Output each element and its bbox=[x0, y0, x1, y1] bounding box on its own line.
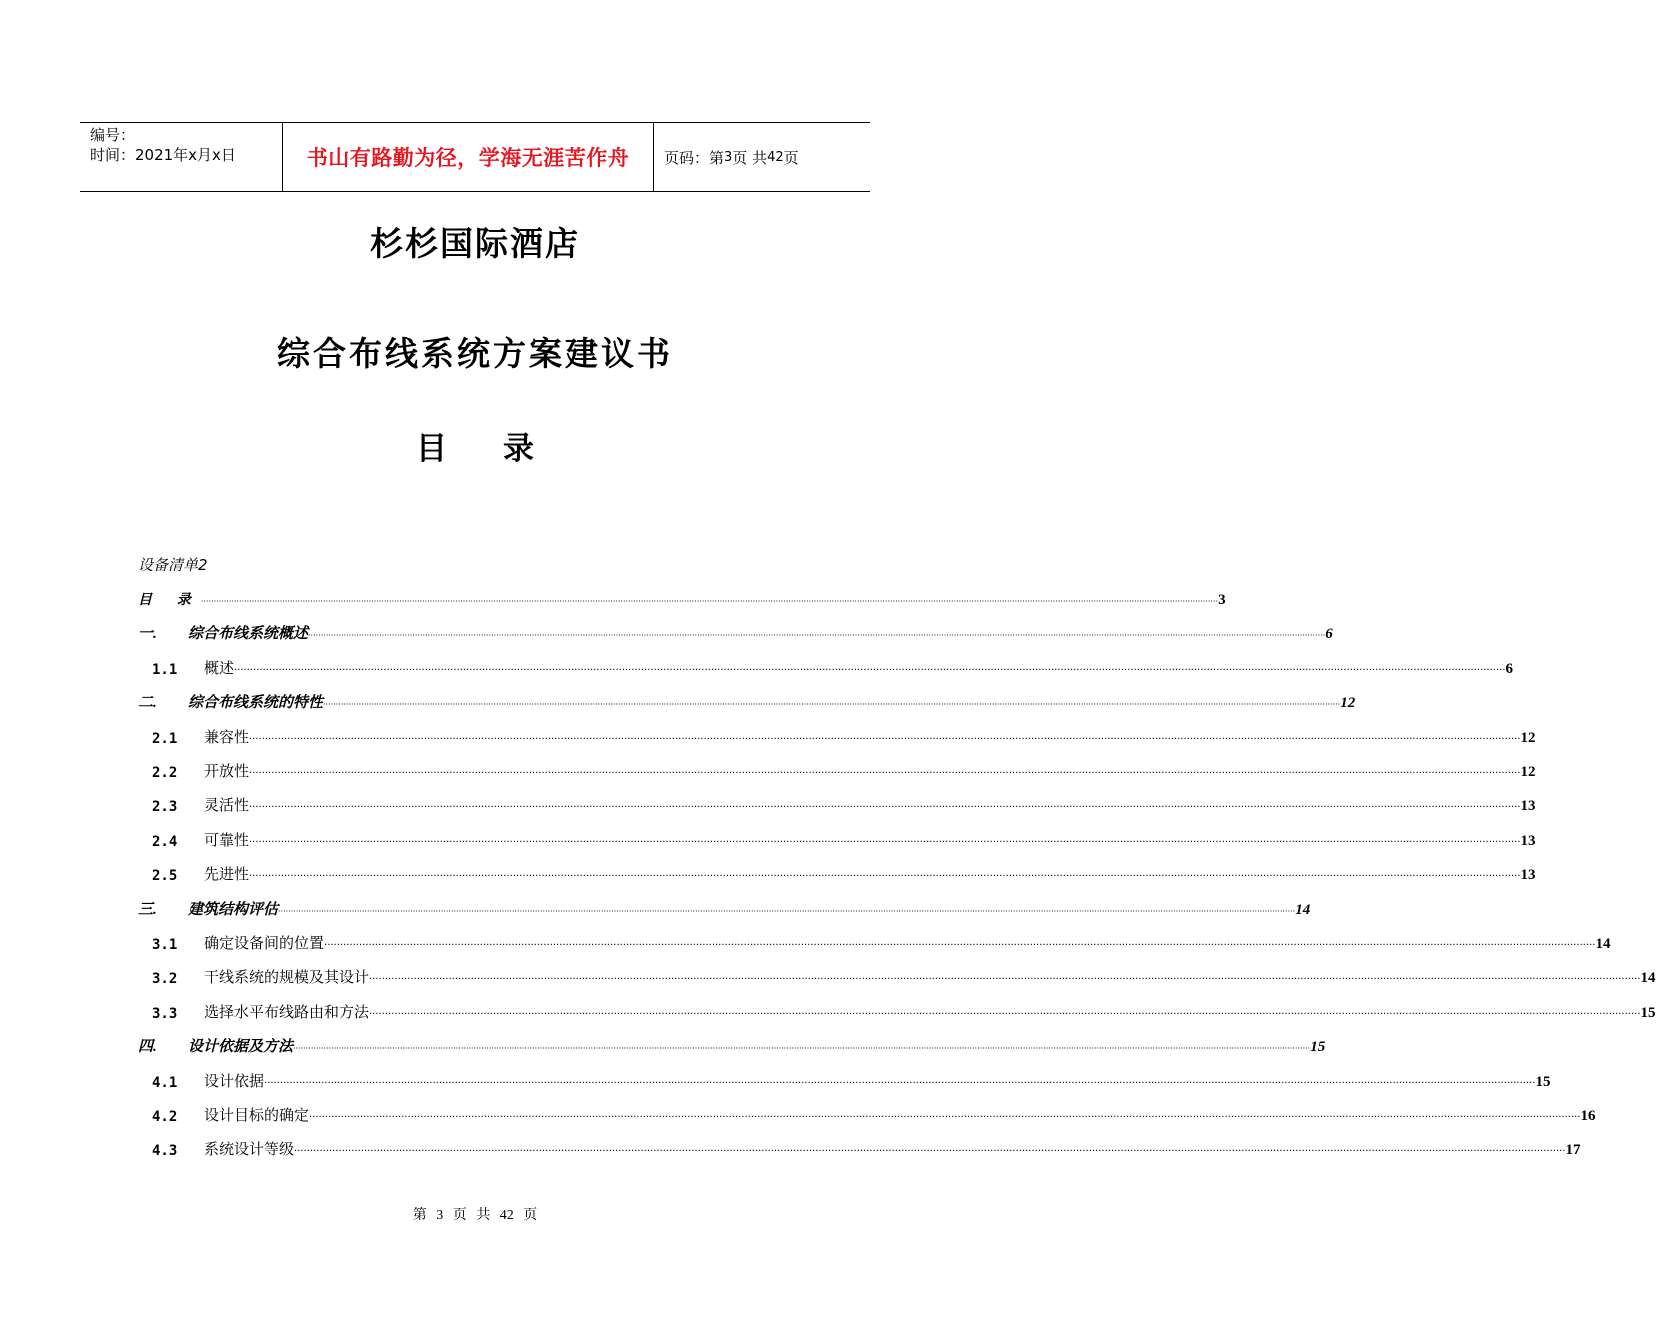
toc-entry-number: 一. bbox=[138, 626, 157, 642]
toc-entry-number: 3.1 bbox=[152, 937, 178, 953]
toc-entry-title: 设计目标的确定 bbox=[204, 1106, 310, 1124]
toc-entry[interactable] bbox=[138, 690, 1356, 712]
toc-entry-page: 12 bbox=[1520, 764, 1536, 780]
toc-entry-number: 4.3 bbox=[152, 1143, 178, 1159]
toc-dot-leader: ················································································································································································································································································································································································································ bbox=[200, 597, 1219, 606]
toc-entry-page: 17 bbox=[1565, 1142, 1581, 1158]
toc-heading-a: 目 bbox=[416, 431, 447, 467]
toc-entry[interactable] bbox=[138, 759, 1536, 781]
toc-dot-leader: ················································································································································································································································································································································································································ bbox=[294, 1146, 1566, 1157]
toc-entry[interactable] bbox=[138, 828, 1536, 850]
toc-dot-leader: ················································································································································································································································································································································································································ bbox=[369, 1009, 1641, 1020]
toc-entry-number: 3.3 bbox=[152, 1006, 178, 1022]
toc-entry-number: 4.1 bbox=[152, 1075, 178, 1091]
toc-entry[interactable] bbox=[138, 725, 1536, 747]
page-suffix: 页 bbox=[783, 148, 799, 167]
toc-entry-title: 兼容性 bbox=[204, 728, 250, 746]
toc-entry-page: 13 bbox=[1520, 867, 1536, 883]
toc-dot-leader: ················································································································································································································································································································································································································ bbox=[293, 1044, 1311, 1053]
toc-entry-number: 4.2 bbox=[152, 1109, 178, 1125]
toc-entry[interactable] bbox=[138, 1137, 1581, 1159]
header-table bbox=[80, 122, 870, 192]
toc-entry-title: 设计依据 bbox=[204, 1072, 265, 1090]
toc-entry-page: 16 bbox=[1580, 1108, 1596, 1124]
toc-entry-title: 综合布线系统的特性 bbox=[188, 693, 324, 711]
toc-entry-page: 13 bbox=[1520, 833, 1536, 849]
toc-entry-number: 二. bbox=[138, 695, 157, 711]
toc-entry-page: 15 bbox=[1310, 1039, 1326, 1055]
toc-entry-title: 灵活性 bbox=[204, 796, 250, 814]
footer-prefix: 第 bbox=[412, 1208, 427, 1223]
toc-heading-b: 录 bbox=[503, 431, 534, 467]
toc-entry[interactable] bbox=[138, 862, 1536, 884]
toc-entry-page: 15 bbox=[1640, 1005, 1656, 1021]
toc-entry[interactable] bbox=[138, 587, 1226, 609]
toc-entry-page: 6 bbox=[1325, 626, 1333, 642]
toc-entry-title: 选择水平布线路由和方法 bbox=[204, 1003, 370, 1021]
toc-entry-number: 四. bbox=[138, 1039, 157, 1055]
page-mid: 页 共 bbox=[732, 148, 768, 167]
toc-entry-title: 综合布线系统概述 bbox=[188, 624, 309, 642]
toc-dot-leader: ················································································································································································································································································································································································································ bbox=[264, 1078, 1536, 1089]
toc-entry-title: 先进性 bbox=[204, 865, 250, 883]
toc-entry-title: 干线系统的规模及其设计 bbox=[204, 968, 370, 986]
toc-entry[interactable] bbox=[138, 621, 1333, 643]
hotel-title: 杉杉国际酒店 bbox=[370, 224, 580, 263]
toc-entry-title: 建筑结构评估 bbox=[188, 900, 279, 918]
toc-entry-page: 14 bbox=[1295, 902, 1311, 918]
footer-mid: 页 共 bbox=[452, 1208, 491, 1223]
toc-entry[interactable] bbox=[138, 1000, 1656, 1022]
page-total: 42 bbox=[767, 149, 784, 165]
page-number: 3 bbox=[724, 149, 733, 165]
toc-entry-number: 3.2 bbox=[152, 971, 178, 987]
toc-entry-number: 1.1 bbox=[152, 662, 178, 678]
toc-entry-title: 概述 bbox=[204, 659, 235, 677]
toc-entry-page: 3 bbox=[1218, 592, 1226, 608]
toc-entry-page: 12 bbox=[1520, 730, 1536, 746]
toc-entry-page: 6 bbox=[1505, 661, 1513, 677]
toc-entry-page: 14 bbox=[1595, 936, 1611, 952]
toc-entry[interactable] bbox=[138, 656, 1513, 678]
toc-dot-leader: ················································································································································································································································································································································································································ bbox=[323, 700, 1341, 709]
toc-dot-leader: ················································································································································································································································································································································································································ bbox=[249, 734, 1521, 745]
toc-entry-number: 三. bbox=[138, 902, 157, 918]
toc-entry[interactable] bbox=[138, 931, 1611, 953]
toc-dot-leader: ················································································································································································································································································································································································································ bbox=[249, 837, 1521, 848]
toc-entry-page: 13 bbox=[1520, 798, 1536, 814]
serial-label: 编号： bbox=[90, 126, 136, 144]
footer-num: 3 bbox=[436, 1208, 444, 1223]
toc-entry-number: 2.1 bbox=[152, 731, 178, 747]
toc-dot-leader: ················································································································································································································································································································································································································ bbox=[278, 907, 1296, 916]
toc-dot-leader: ················································································································································································································································································································································································································ bbox=[249, 802, 1521, 813]
toc-entry[interactable] bbox=[138, 1103, 1596, 1125]
toc-dot-leader: ················································································································································································································································································································································································································ bbox=[308, 631, 1326, 640]
toc-entry-title: 设计依据及方法 bbox=[188, 1037, 294, 1055]
page-footer bbox=[0, 1204, 950, 1224]
toc-heading bbox=[0, 423, 950, 468]
toc-entry-title: 目 录 bbox=[138, 592, 201, 608]
toc-entry[interactable] bbox=[138, 1069, 1551, 1091]
footer-total: 42 bbox=[499, 1208, 514, 1223]
toc-entry-title: 确定设备间的位置 bbox=[204, 934, 325, 952]
toc-dot-leader: ················································································································································································································································································································································································································ bbox=[249, 768, 1521, 779]
document-title: 综合布线系统方案建议书 bbox=[277, 334, 673, 373]
toc-entry-number: 2.3 bbox=[152, 799, 178, 815]
header-page-cell bbox=[654, 123, 870, 191]
header-left-cell bbox=[80, 123, 282, 191]
motto-text: 书山有路勤为径，学海无涯苦作舟 bbox=[306, 146, 630, 170]
toc-dot-leader: ················································································································································································································································································································································································································ bbox=[369, 974, 1641, 985]
toc-dot-leader: ················································································································································································································································································································································································································ bbox=[234, 665, 1506, 676]
toc-entry[interactable] bbox=[138, 965, 1656, 987]
page-prefix: 页码：第 bbox=[664, 148, 725, 167]
toc-entry[interactable] bbox=[138, 793, 1536, 815]
toc-entry-number: 2.4 bbox=[152, 834, 178, 850]
toc-entry-title: 开放性 bbox=[204, 762, 250, 780]
toc-dot-leader: ················································································································································································································································································································································································································ bbox=[324, 940, 1596, 951]
footer-suffix: 页 bbox=[523, 1208, 538, 1223]
toc-entry[interactable] bbox=[138, 1034, 1326, 1056]
toc-entry-title: 可靠性 bbox=[204, 831, 250, 849]
header-motto-cell bbox=[282, 123, 654, 191]
date-line: 时间：2021年x月x日 bbox=[90, 146, 236, 164]
toc-entry[interactable] bbox=[138, 897, 1311, 919]
toc-entry-page: 14 bbox=[1640, 970, 1656, 986]
toc-entry-number: 2.5 bbox=[152, 868, 178, 884]
toc-dot-leader: ················································································································································································································································································································································································································ bbox=[309, 1112, 1581, 1123]
toc-entry-number: 2.2 bbox=[152, 765, 178, 781]
toc-entry-page: 15 bbox=[1535, 1074, 1551, 1090]
toc-first-line[interactable]: 设备清单2 bbox=[138, 556, 208, 574]
toc-dot-leader: ················································································································································································································································································································································································································ bbox=[249, 871, 1521, 882]
toc-entry-title: 系统设计等级 bbox=[204, 1140, 295, 1158]
toc-entry-page: 12 bbox=[1340, 695, 1356, 711]
